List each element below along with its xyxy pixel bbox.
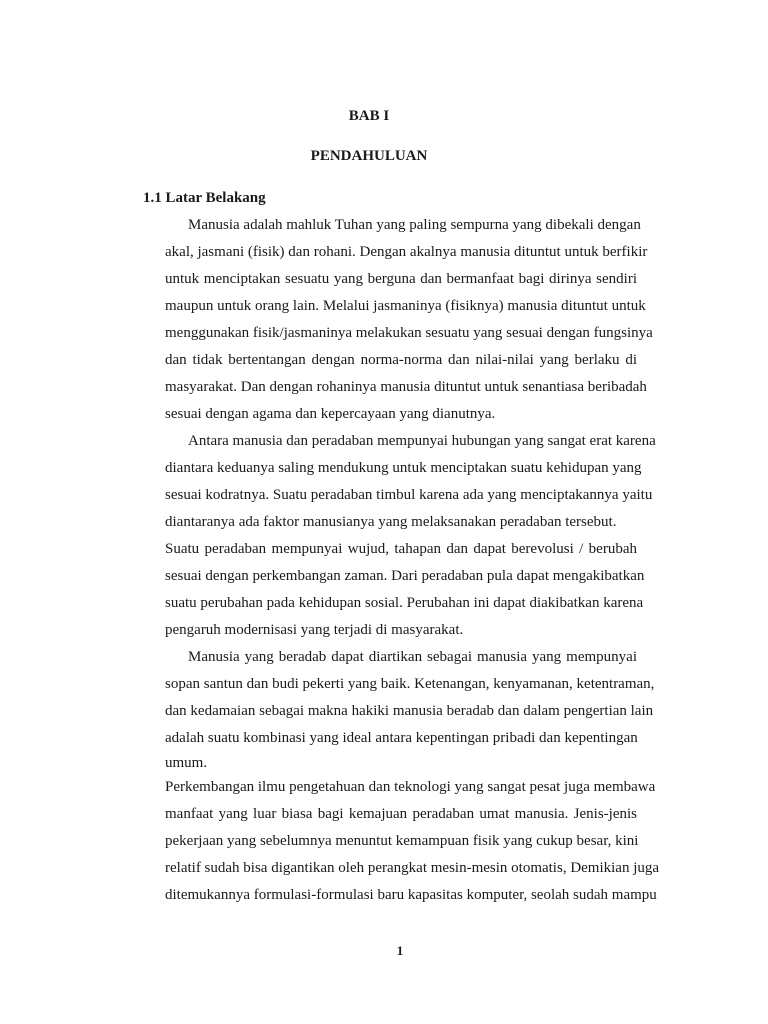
- text-line: Perkembangan ilmu pengetahuan dan teknologi yang sangat pesat juga membawa: [165, 779, 656, 795]
- text-line: adalah suatu kombinasi yang ideal antara kepentingan pribadi dan kepentingan: [165, 730, 638, 746]
- text-line: maupun untuk orang lain. Melalui jasmaninya (fisiknya) manusia dituntut untuk: [165, 298, 646, 314]
- text-line: Manusia adalah mahluk Tuhan yang paling sempurna yang dibekali dengan: [188, 217, 641, 233]
- text-line: sesuai kodratnya. Suatu peradaban timbul karena ada yang menciptakannya yaitu: [165, 487, 653, 503]
- text-line: pekerjaan yang sebelumnya menuntut kemampuan fisik yang cukup besar, kini: [165, 833, 639, 849]
- text-line: sopan santun dan budi pekerti yang baik. Ketenangan, kenyamanan, ketentraman,: [165, 676, 655, 692]
- text-line: dan kedamaian sebagai makna hakiki manusia beradab dan dalam pengertian lain: [165, 703, 654, 719]
- text-line: pengaruh modernisasi yang terjadi di masyarakat.: [165, 622, 464, 638]
- text-line: Antara manusia dan peradaban mempunyai hubungan yang sangat erat karena: [188, 433, 656, 449]
- text-line: Manusia yang beradab dapat diartikan sebagai manusia yang mempunyai: [188, 649, 637, 665]
- text-line: Suatu peradaban mempunyai wujud, tahapan dan dapat berevolusi / berubah: [165, 541, 637, 557]
- text-line: masyarakat. Dan dengan rohaninya manusia dituntut untuk senantiasa beribadah: [165, 379, 647, 395]
- text-line: diantara keduanya saling mendukung untuk menciptakan suatu kehidupan yang: [165, 460, 642, 476]
- page-number: 1: [396, 943, 404, 958]
- chapter-title: PENDAHULUAN: [310, 148, 428, 164]
- text-line: menggunakan fisik/jasmaninya melakukan sesuatu yang sesuai dengan fungsinya: [165, 325, 653, 341]
- text-line: sesuai dengan perkembangan zaman. Dari peradaban pula dapat mengakibatkan: [165, 568, 645, 584]
- chapter-heading: BAB I: [348, 108, 390, 124]
- section-heading: 1.1 Latar Belakang: [143, 190, 266, 206]
- text-line: akal, jasmani (fisik) dan rohani. Dengan akalnya manusia dituntut untuk berfikir: [165, 244, 648, 260]
- text-line: ditemukannya formulasi-formulasi baru kapasitas komputer, seolah sudah mampu: [165, 887, 657, 903]
- text-line: untuk menciptakan sesuatu yang berguna dan bermanfaat bagi dirinya sendiri: [165, 271, 637, 287]
- text-line: dan tidak bertentangan dengan norma-norma dan nilai-nilai yang berlaku di: [165, 352, 637, 368]
- text-line: suatu perubahan pada kehidupan sosial. Perubahan ini dapat diakibatkan karena: [165, 595, 644, 611]
- text-line: sesuai dengan agama dan kepercayaan yang dianutnya.: [165, 406, 496, 422]
- text-line: relatif sudah bisa digantikan oleh perangkat mesin-mesin otomatis, Demikian juga: [165, 860, 660, 876]
- text-line: diantaranya ada faktor manusianya yang melaksanakan peradaban tersebut.: [165, 514, 617, 530]
- text-line: manfaat yang luar biasa bagi kemajuan peradaban umat manusia. Jenis-jenis: [165, 806, 637, 822]
- text-line: umum.: [165, 755, 208, 771]
